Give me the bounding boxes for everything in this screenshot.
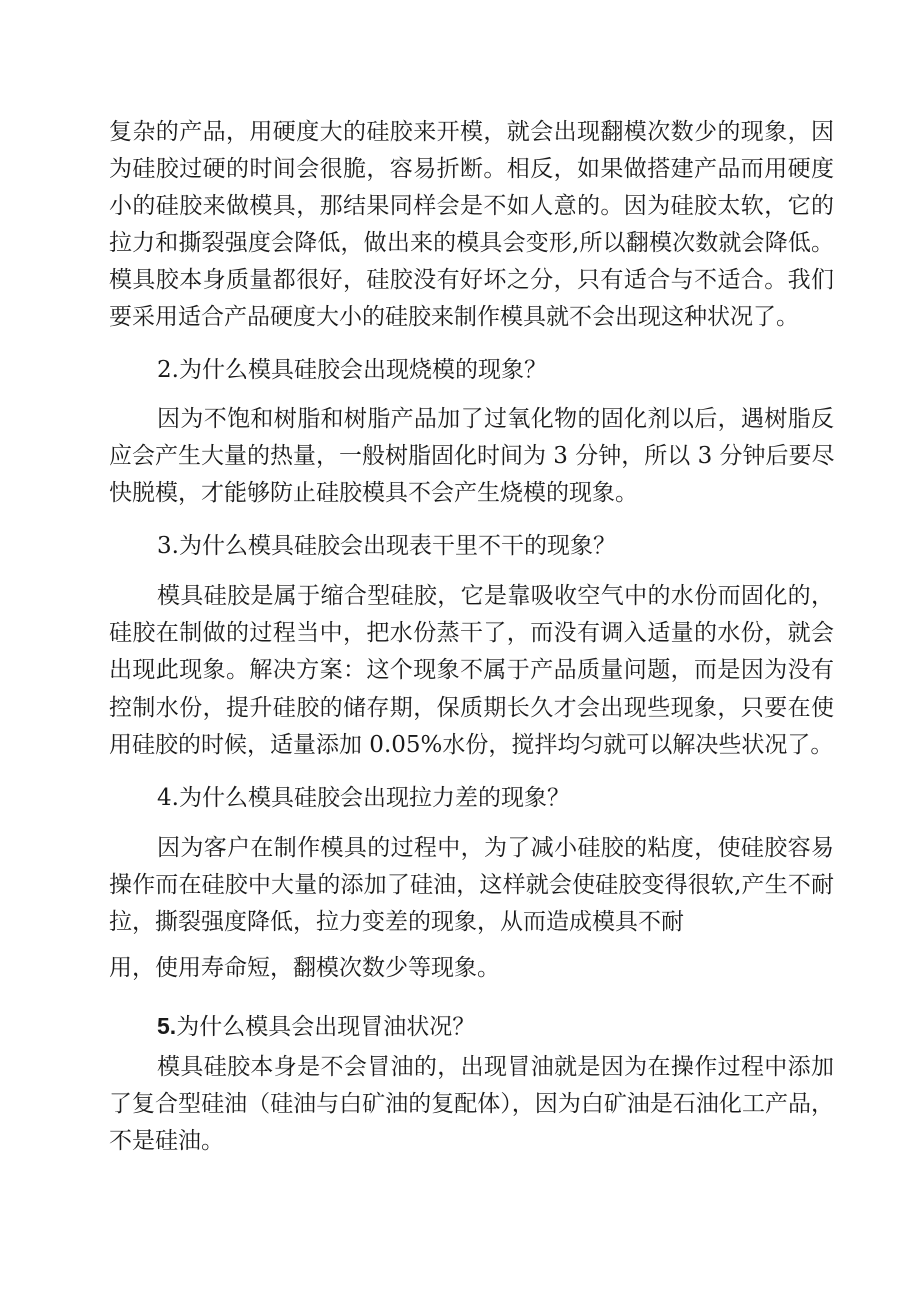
heading-5-text: 为什么模具会出现冒油状况？ bbox=[176, 1014, 476, 1040]
heading-5-number: 5. bbox=[157, 1013, 177, 1039]
paragraph-1-line-4: 拉力和撕裂强度会降低，做出来的模具会变形,所以翻模次数就会降低。 bbox=[109, 230, 834, 256]
paragraph-4-line-1: 因为客户在制作模具的过程中，为了减小硅胶的粘度，使硅胶容易 bbox=[157, 835, 834, 861]
paragraph-3-line-2: 硅胶在制做的过程当中，把水份蒸干了，而没有调入适量的水份，就会 bbox=[109, 620, 834, 646]
paragraph-5-line-1: 模具硅胶本身是不会冒油的，出现冒油就是因为在操作过程中添加 bbox=[157, 1054, 834, 1080]
paragraph-4-line-2: 操作而在硅胶中大量的添加了硅油，这样就会使硅胶变得很软,产生不耐 bbox=[109, 872, 834, 898]
paragraph-3-line-3: 出现此现象。解决方案：这个现象不属于产品质量问题，而是因为没有 bbox=[109, 657, 834, 683]
paragraph-1-line-2: 为硅胶过硬的时间会很脆，容易折断。相反，如果做搭建产品而用硬度 bbox=[109, 156, 834, 182]
paragraph-3-line-4: 控制水份，提升硅胶的储存期，保质期长久才会出现些现象，只要在使 bbox=[109, 695, 834, 721]
paragraph-2-line-1: 因为不饱和树脂和树脂产品加了过氧化物的固化剂以后，遇树脂反 bbox=[157, 406, 834, 432]
paragraph-1-line-6: 要采用适合产品硬度大小的硅胶来制作模具就不会出现这种状况了。 bbox=[109, 304, 799, 330]
heading-4: 4.为什么模具硅胶会出现拉力差的现象？ bbox=[157, 785, 570, 811]
paragraph-5-line-3: 不是硅油。 bbox=[109, 1128, 224, 1154]
paragraph-3-line-5: 用硅胶的时候，适量添加 0.05%水份，搅拌均匀就可以解决些状况了。 bbox=[109, 732, 834, 758]
heading-2: 2.为什么模具硅胶会出现烧模的现象？ bbox=[157, 357, 547, 383]
paragraph-3-line-1: 模具硅胶是属于缩合型硅胶，它是靠吸收空气中的水份而固化的， bbox=[157, 583, 834, 609]
paragraph-1-line-1: 复杂的产品，用硬度大的硅胶来开模，就会出现翻模次数少的现象，因 bbox=[109, 119, 834, 145]
paragraph-2-line-3: 快脱模，才能够防止硅胶模具不会产生烧模的现象。 bbox=[109, 480, 638, 506]
paragraph-4-line-4: 用，使用寿命短，翻模次数少等现象。 bbox=[109, 955, 500, 981]
heading-3: 3.为什么模具硅胶会出现表干里不干的现象？ bbox=[157, 533, 616, 559]
paragraph-1-line-3: 小的硅胶来做模具，那结果同样会是不如人意的。因为硅胶太软，它的 bbox=[109, 193, 834, 219]
paragraph-4-line-3: 拉，撕裂强度降低，拉力变差的现象，从而造成模具不耐 bbox=[109, 909, 684, 935]
paragraph-5-line-2: 了复合型硅油（硅油与白矿油的复配体），因为白矿油是石油化工产品， bbox=[109, 1091, 834, 1117]
paragraph-2-line-2: 应会产生大量的热量，一般树脂固化时间为 3 分钟，所以 3 分钟后要尽 bbox=[109, 443, 835, 469]
paragraph-1-line-5: 模具胶本身质量都很好，硅胶没有好坏之分，只有适合与不适合。我们 bbox=[109, 267, 834, 293]
heading-5 bbox=[157, 1010, 475, 1042]
